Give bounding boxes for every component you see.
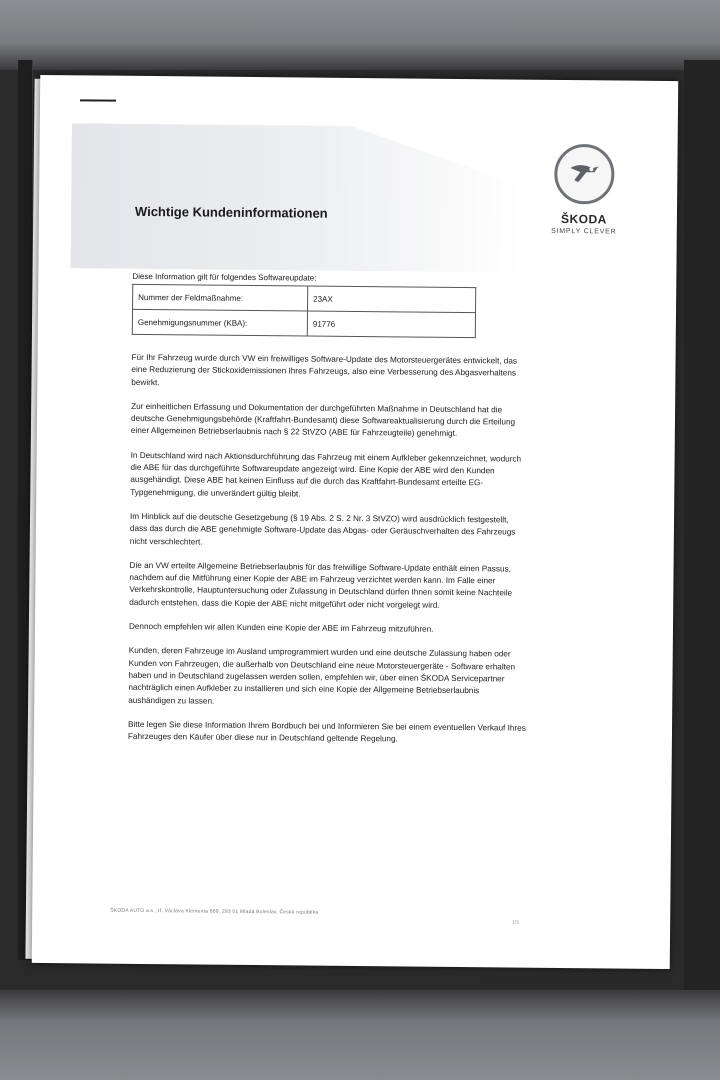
document-title: Wichtige Kundeninformationen	[134, 203, 328, 221]
paragraph: Die an VW erteilte Allgemeine Betriebserlaubnis für das freiwillige Software-Update enthält einen Passus, nachdem auf die Mitführung einer Kopie der ABE im Fahrzeug verzichtet werden kann. Im Falle einer Verkehrskontrolle, Hauptuntersuchung oder Zulassung in Deutschland dürfen Ihnen somit keine Nachteile dadurch entstehen, dass die Kopie der ABE nicht mitgeführt oder nicht vorgelegt wird.	[129, 560, 513, 610]
skoda-logo-icon	[554, 144, 615, 205]
header-band	[70, 123, 521, 272]
brand-claim: SIMPLY CLEVER	[551, 227, 617, 236]
seat-background-top	[0, 0, 720, 70]
table-row	[133, 284, 476, 312]
paragraph: Dennoch empfehlen wir allen Kunden eine Kopie der ABE im Fahrzeug mitzuführen.	[128, 621, 434, 634]
top-rule	[80, 99, 116, 101]
table-label: Genehmigungsnummer (KBA):	[132, 309, 307, 336]
paragraph: Im Hinblick auf die deutsche Gesetzgebung (§ 19 Abs. 2 S. 2 Nr. 3 StVZO) wird ausdrücklich festgestellt, dass das durch die ABE genehmigte Software-Update das Abgas- oder Geräuschverhalten des Fahrzeugs nicht verschlechtert.	[129, 511, 516, 547]
table-row	[132, 309, 475, 337]
update-info-table	[132, 284, 476, 338]
document-page	[32, 75, 678, 969]
paragraph: Bitte legen Sie diese Information Ihrem Bordbuch bei und Informieren Sie bei einem eventuellen Verkauf Ihres Fahrzeuges den Käufer über diese nur in Deutschland geltende Regelung.	[127, 719, 526, 744]
intro-text: Diese Information gilt für folgendes Softwareupdate:	[132, 271, 317, 283]
brand-logo	[539, 144, 630, 236]
paragraph: Kunden, deren Fahrzeuge im Ausland umprogrammiert wurden und eine deutsche Zulassung haben oder Kunden von Fahrzeugen, die außerhalb von Deutschland eine neue Motorsteuergeräte - Software erhalten haben und in Deutschland zugelassen werden sollen, empfehlen wir, über einen ŠKODA Servicepartner nachträglich einen Aufkleber zu installieren und sich eine Kopie der Allgemeine Betriebserlaubnis aushändigen zu lassen.	[128, 646, 516, 706]
paragraph: Zur einheitlichen Erfassung und Dokumentation der durchgeführten Maßnahme in Deutschland hat die deutsche Genehmigungsbehörde (Kraftfahrt-Bundesamt) diese Softwareaktualisierung durch die Erteilung einer Allgemeinen Betriebserlaubnis nach § 22 StVZO (ABE für Fahrzeugteile) genehmigt.	[130, 401, 516, 439]
paragraph: Für Ihr Fahrzeug wurde durch VW ein freiwilliges Software-Update des Motorsteuergerätes entwickelt, das eine Reduzierung der Stickoxidemissionen Ihres Fahrzeugs, also eine Verbesserung des Abgasverhaltens bewirkt.	[131, 352, 518, 387]
seat-background-bottom	[0, 990, 720, 1080]
brand-name: ŠKODA	[560, 211, 607, 227]
table-value: 23AX	[308, 286, 476, 313]
paragraph: In Deutschland wird nach Aktionsdurchführung das Fahrzeug mit einem Aufkleber gekennzeichnet, wodurch die ABE für das durchgeführte Softwareupdate angezeigt wird. Eine Kopie der ABE wird den Kunden ausgehändigt. Diese ABE hat keinen Einfluss auf die durch das Kraftfahrt-Bundesamt erteilte EG-Typgenehmigung, die unverändert gültig bleibt.	[130, 450, 522, 499]
table-label: Nummer der Feldmaßnahme:	[133, 284, 308, 311]
footer-address: ŠKODA AUTO a.s., tř. Václava Klementa 869, 293 01 Mladá Boleslav, Česká republika	[110, 907, 319, 916]
seat-seam-right	[684, 60, 720, 990]
table-value: 91776	[307, 311, 475, 338]
page-number: 1/1	[512, 919, 520, 926]
body-text	[128, 352, 530, 759]
